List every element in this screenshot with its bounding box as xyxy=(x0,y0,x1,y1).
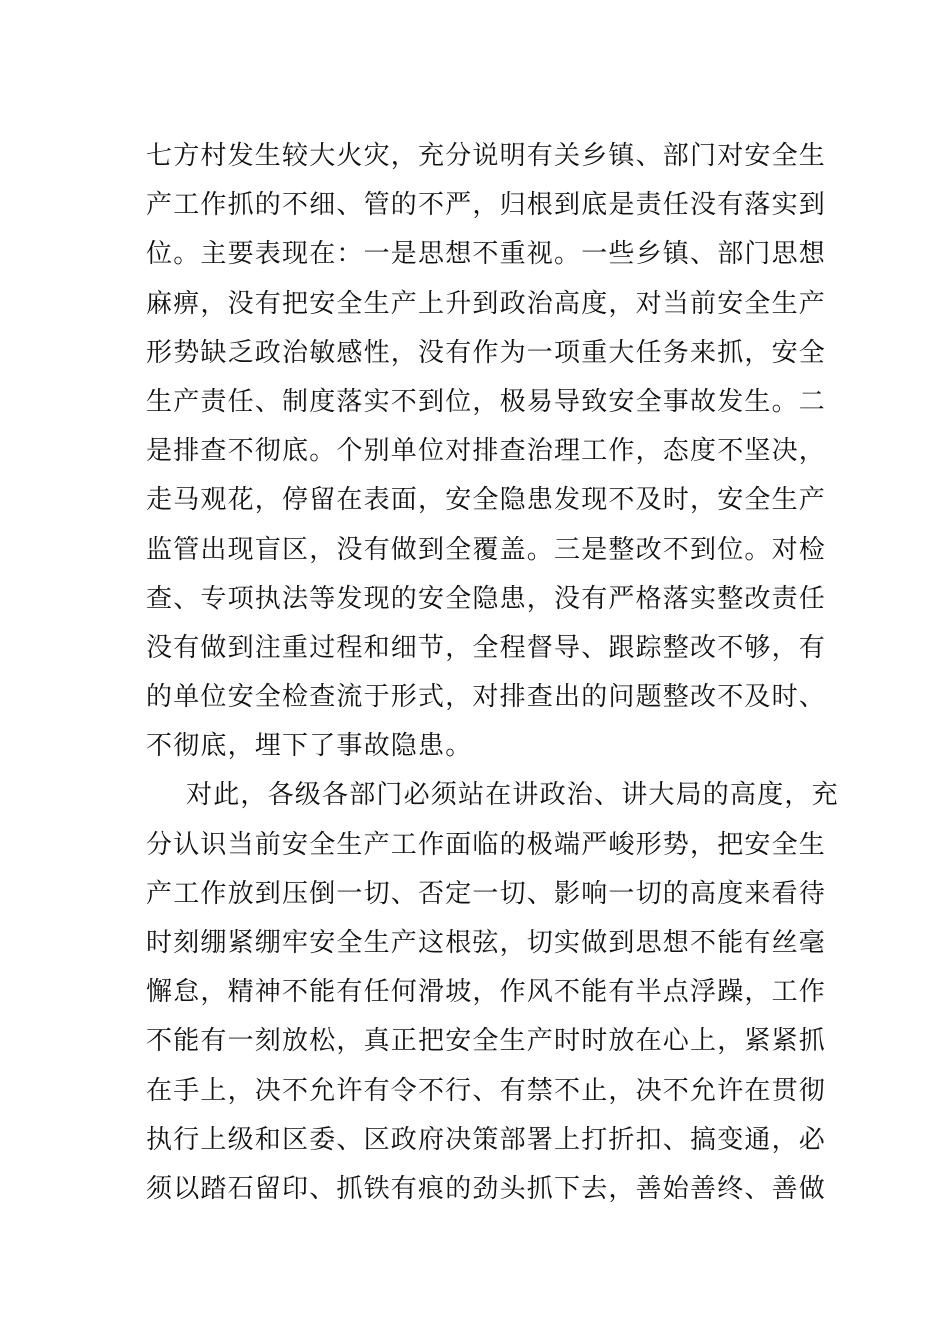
text-line: 是排查不彻底。个别单位对排查治理工作，态度不坚决， xyxy=(146,436,827,467)
text-line: 七方村发生较大火灾，充分说明有关乡镇、部门对安全生 xyxy=(146,141,827,171)
text-line: 时刻绷紧绷牢安全生产这根弦，切实做到思想不能有丝毫 xyxy=(146,928,827,958)
text-line: 监管出现盲区，没有做到全覆盖。三是整改不到位。对检 xyxy=(146,534,827,565)
paragraph-1 xyxy=(146,132,827,771)
body-text xyxy=(146,132,839,1214)
text-line: 查、专项执法等发现的安全隐患，没有严格落实整改责任 xyxy=(146,583,827,614)
text-line: 生产责任、制度落实不到位，极易导致安全事故发生。二 xyxy=(146,386,827,417)
text-line: 不彻底，埋下了事故隐患。 xyxy=(146,731,473,762)
text-line: 执行上级和区委、区政府决策部署上打折扣、搞变通，必 xyxy=(146,1124,827,1155)
text-line: 须以踏石留印、抓铁有痕的劲头抓下去，善始善终、善做 xyxy=(146,1173,827,1204)
text-line: 的单位安全检查流于形式，对排查出的问题整改不及时、 xyxy=(146,682,827,713)
text-line: 分认识当前安全生产工作面临的极端严峻形势，把安全生 xyxy=(146,829,827,860)
text-line: 形势缺乏政治敏感性，没有作为一项重大任务来抓，安全 xyxy=(146,337,827,368)
paragraph-2 xyxy=(146,771,839,1214)
text-line: 位。主要表现在：一是思想不重视。一些乡镇、部门思想 xyxy=(146,239,827,270)
text-line: 走马观花，停留在表面，安全隐患发现不及时，安全生产 xyxy=(146,485,827,516)
text-line: 产工作抓的不细、管的不严，归根到底是责任没有落实到 xyxy=(146,190,827,221)
text-line: 懈怠，精神不能有任何滑坡，作风不能有半点浮躁，工作 xyxy=(146,977,827,1008)
text-line: 麻痹，没有把安全生产上升到政治高度，对当前安全生产 xyxy=(146,288,827,319)
text-line: 不能有一刻放松，真正把安全生产时时放在心上，紧紧抓 xyxy=(146,1026,827,1057)
text-line: 没有做到注重过程和细节，全程督导、跟踪整改不够，有 xyxy=(146,632,827,663)
text-line: 对此，各级各部门必须站在讲政治、讲大局的高度，充 xyxy=(186,780,839,811)
text-line: 在手上，决不允许有令不行、有禁不止，决不允许在贯彻 xyxy=(146,1075,827,1106)
text-line: 产工作放到压倒一切、否定一切、影响一切的高度来看待 xyxy=(146,878,827,909)
